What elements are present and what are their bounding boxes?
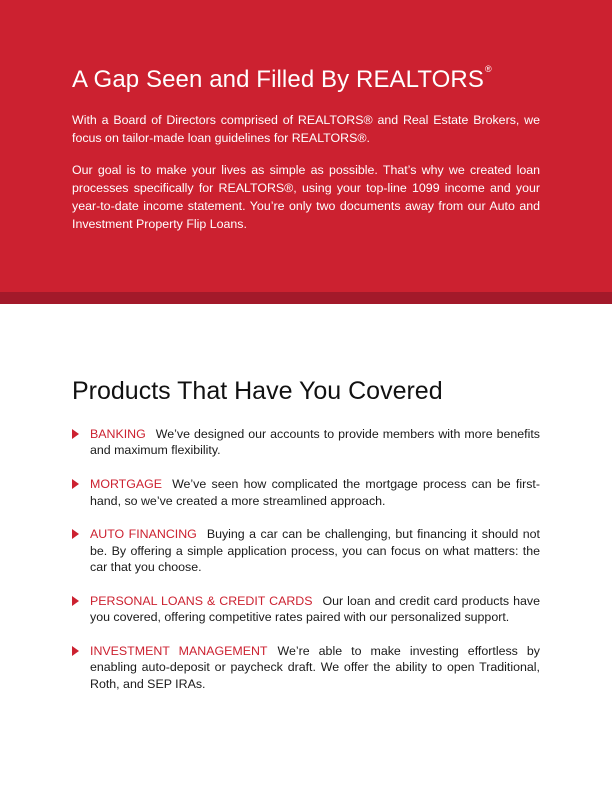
bullet-arrow-icon [72, 429, 79, 439]
product-item-auto-financing [72, 526, 540, 575]
product-description: Buying a car can be challenging, but financing it should not be. By offering a simple application process, you can focus on what matters: the car that you choose. [90, 527, 540, 575]
products-title: Products That Have You Covered [72, 377, 443, 405]
products-list [72, 426, 540, 709]
hero-bottom-band [0, 292, 612, 304]
product-item-investment-management [72, 643, 540, 692]
product-label: PERSONAL LOANS & CREDIT CARDS [90, 593, 313, 608]
product-item-mortgage [72, 476, 540, 509]
product-description: We’re able to make investing effortless by enabling auto-deposit or paycheck draft. We offer the ability to open Traditional, Roth, and SEP IRAs. [90, 643, 540, 691]
hero-title-text: A Gap Seen and Filled By REALTORS [72, 66, 484, 93]
product-label: BANKING [90, 427, 146, 441]
product-description: We’ve designed our accounts to provide members with more benefits and maximum flexibility. [90, 427, 540, 458]
product-label: AUTO FINANCING [90, 527, 197, 542]
hero-title-trademark: ® [484, 64, 492, 74]
bullet-arrow-icon [72, 646, 79, 656]
bullet-arrow-icon [72, 596, 79, 606]
bullet-arrow-icon [72, 529, 79, 539]
product-item-banking [72, 426, 540, 459]
product-label: INVESTMENT MANAGEMENT [90, 643, 268, 658]
hero-title [72, 66, 492, 94]
bullet-arrow-icon [72, 479, 79, 489]
product-label: MORTGAGE [90, 477, 163, 492]
product-description: Our loan and credit card products have you covered, offering competitive rates paired with our personalized support. [90, 593, 540, 625]
hero-paragraph-board: With a Board of Directors comprised of REALTORS® and Real Estate Brokers, we focus on tailor-made loan guidelines for REALTORS®. [72, 113, 540, 145]
product-description: We’ve seen how complicated the mortgage process can be first-hand, so we’ve created a more streamlined approach. [90, 477, 540, 508]
hero-paragraph-goal: Our goal is to make your lives as simple as possible. That’s why we created loan processes specifically for REALTORS®, using your top-line 1099 income and your year-to-date income statement. You’re only two documents away from our Auto and Investment Property Flip Loans. [72, 163, 540, 231]
product-item-personal-loans [72, 593, 540, 626]
